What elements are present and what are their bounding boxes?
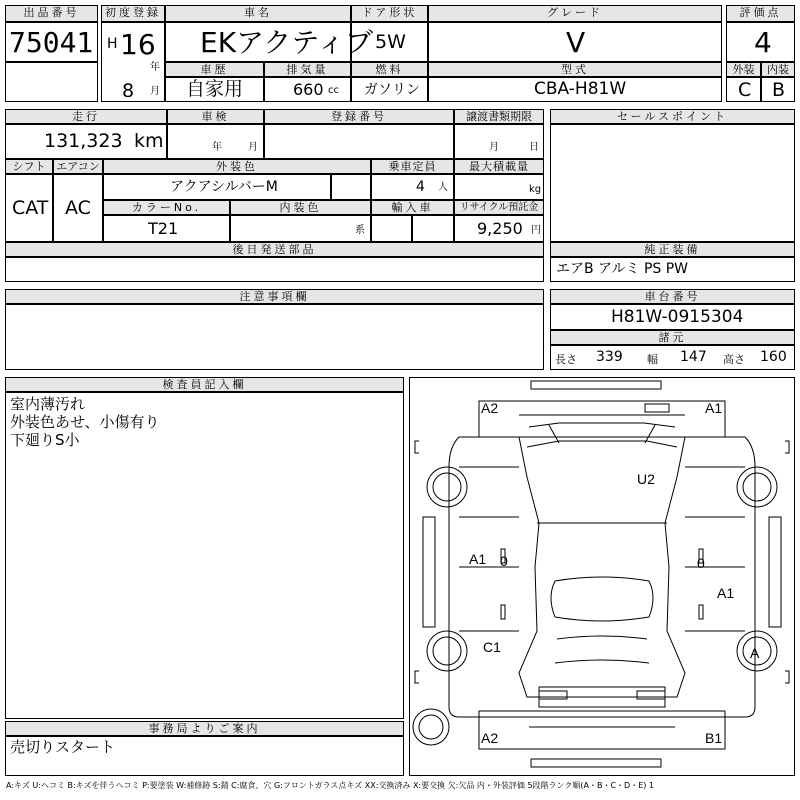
inspector-note-line-2: 外装色あせ、小傷有り [10,413,160,431]
ext-color-cell [103,174,331,200]
aircon-value: AC [65,197,91,219]
import-cell-a [371,215,412,242]
year-value: 16 [120,28,156,61]
mark-rear-left-wheel-area: C1 [483,639,501,655]
mark-rear-right: B1 [705,730,723,746]
chassis-no-value: H81W-0915304 [611,307,744,327]
color-no-value: T21 [148,219,179,238]
shift-cell [5,174,53,242]
office-info-cell [5,736,404,776]
color-no-header: カラーNo. [103,200,230,215]
max-load-cell [454,174,544,200]
mark-right-door: A1 [717,585,735,601]
genuine-equipment-cell [550,257,795,282]
recycle-value: 9,250 [477,219,523,238]
roof-outline [519,437,685,697]
mileage-unit: km [134,130,164,152]
shift-header: シフト [5,159,53,174]
mark-rear-left: A2 [481,730,499,746]
inspector-note-line-1: 室内薄汚れ [10,395,86,413]
capacity-unit: 人 [438,182,448,193]
int-color-unit: 系 [355,225,365,236]
import-cell-b [412,215,454,242]
history-cell [165,77,264,102]
fuel-header: 燃料 [351,62,428,77]
capacity-cell [371,174,454,200]
genuine-equipment-value: エアB アルミ PS PW [556,261,689,277]
grade-header: グレード [428,5,722,22]
inspection-header: 車検 [167,109,264,124]
front-section [479,401,725,437]
year-unit: 年 [150,62,160,73]
height-label: 高さ [723,353,745,366]
mileage-cell [5,124,167,159]
front-bumper-bar [531,381,661,389]
ext-color-value: アクアシルバーM [170,179,278,195]
mileage-header: 走行 [5,109,167,124]
sales-points-cell [550,124,795,242]
specs-cell [550,345,795,370]
lot-no-value: 75041 [9,26,94,59]
door-cell [351,22,428,62]
mark-rear-right-wheel: A [750,645,760,661]
mark-roof: U2 [637,471,655,487]
later-parts-header: 後日発送部品 [5,242,544,257]
model-header: 型式 [428,62,722,77]
history-header: 車歴 [165,62,264,77]
model-cell [428,77,722,102]
door-header: ドア形状 [351,5,428,22]
office-info-value: 売切りスタート [10,738,116,756]
exterior-header: 外装 [726,62,761,77]
inspection-year-unit: 年 [212,142,222,153]
max-load-unit: kg [529,184,542,195]
mark-right-door-zero: 0 [697,555,705,571]
length-label: 長さ [555,353,577,366]
car-name-value: EKアクティブ [200,26,373,59]
era-value: H [107,36,118,52]
first-reg-header: 初度登録 [101,5,165,22]
int-color-header: 内装色 [230,200,371,215]
capacity-value: 4 [416,179,425,195]
grade-value: V [566,26,586,59]
model-value: CBA-H81W [534,79,627,99]
exterior-cell [726,77,761,102]
chassis-no-header: 車台番号 [550,289,795,304]
recycle-header: リサイクル預託金 [454,200,544,215]
interior-cell [761,77,795,102]
width-label: 幅 [647,353,658,366]
door-value: 5W [375,31,406,53]
transfer-docs-cell [454,124,544,159]
inspection-month-unit: 月 [248,142,258,153]
inspection-cell [167,124,264,159]
length-value: 339 [596,349,623,365]
shift-value: CAT [12,197,49,219]
month-unit: 月 [150,86,160,97]
displacement-unit: cc [328,85,339,96]
genuine-equipment-header: 純正装備 [550,242,795,257]
first-reg-cell [101,22,165,102]
width-value: 147 [680,349,707,365]
mileage-value: 131,323 [44,130,123,152]
month-value: 8 [122,80,135,102]
lot-no-cell [5,22,98,62]
inspector-notes-cell [5,392,404,719]
history-value: 自家用 [186,78,244,100]
transfer-day-unit: 日 [529,142,539,153]
displacement-cell [264,77,351,102]
max-load-header: 最大積載量 [454,159,544,174]
right-side-strip [769,517,781,627]
import-header: 輸入車 [371,200,454,215]
lot-no-blank-cell [5,62,98,102]
legend-text: A:キズ U:ヘコミ B:キズを伴うヘコミ P:要塗装 W:補修跡 S:錆 C:腐食、穴 G:フロントガラス点キズ XX:交換済み X:要交換 欠:欠品 内・外装評価 5段階ランク順(A・B・C・D・E) 1 [6,781,655,790]
grade-cell [428,22,722,62]
inspector-notes-header: 検査員記入欄 [5,377,404,392]
fuel-cell [351,77,428,102]
color-no-cell [103,215,230,242]
interior-header: 内装 [761,62,795,77]
office-info-header: 事務局よりご案内 [5,721,404,736]
specs-header: 諸元 [550,330,795,345]
inspector-note-line-3: 下廻りS小 [10,431,80,449]
reg-no-header: 登録番号 [264,109,454,124]
capacity-header: 乗車定員 [371,159,454,174]
mark-front-right: A1 [705,400,723,416]
ext-color-extra-cell [331,174,371,200]
damage-diagram [409,377,795,776]
score-value: 4 [754,26,772,59]
score-header: 評価点 [726,5,795,22]
score-cell [726,22,795,62]
notes-header: 注意事項欄 [5,289,544,304]
car-name-cell [165,22,373,62]
lot-no-header: 出品番号 [5,5,98,22]
int-color-cell [230,215,371,242]
mark-left-door: A1 [469,551,487,567]
fuel-value: ガソリン [364,82,420,98]
later-parts-cell [5,257,544,282]
car-name-header: 車名 [165,5,351,22]
height-value: 160 [760,349,787,365]
aircon-header: エアコン [53,159,103,174]
exterior-value: C [738,79,752,101]
recycle-unit: 円 [531,225,541,236]
displacement-header: 排気量 [264,62,351,77]
left-side-strip [423,517,435,627]
chassis-no-cell [550,304,795,330]
aircon-cell [53,174,103,242]
spare-tire [413,709,449,745]
ext-color-header: 外装色 [103,159,371,174]
reg-no-cell [264,124,454,159]
transfer-month-unit: 月 [489,142,499,153]
transfer-docs-header: 譲渡書類期限 [454,109,544,124]
interior-value: B [772,79,786,101]
mark-left-door-zero: 0 [500,553,508,569]
displacement-value: 660 [293,80,324,99]
notes-cell [5,304,544,370]
mark-front-left: A2 [481,400,499,416]
recycle-cell [454,215,544,242]
sales-points-header: セールスポイント [550,109,795,124]
